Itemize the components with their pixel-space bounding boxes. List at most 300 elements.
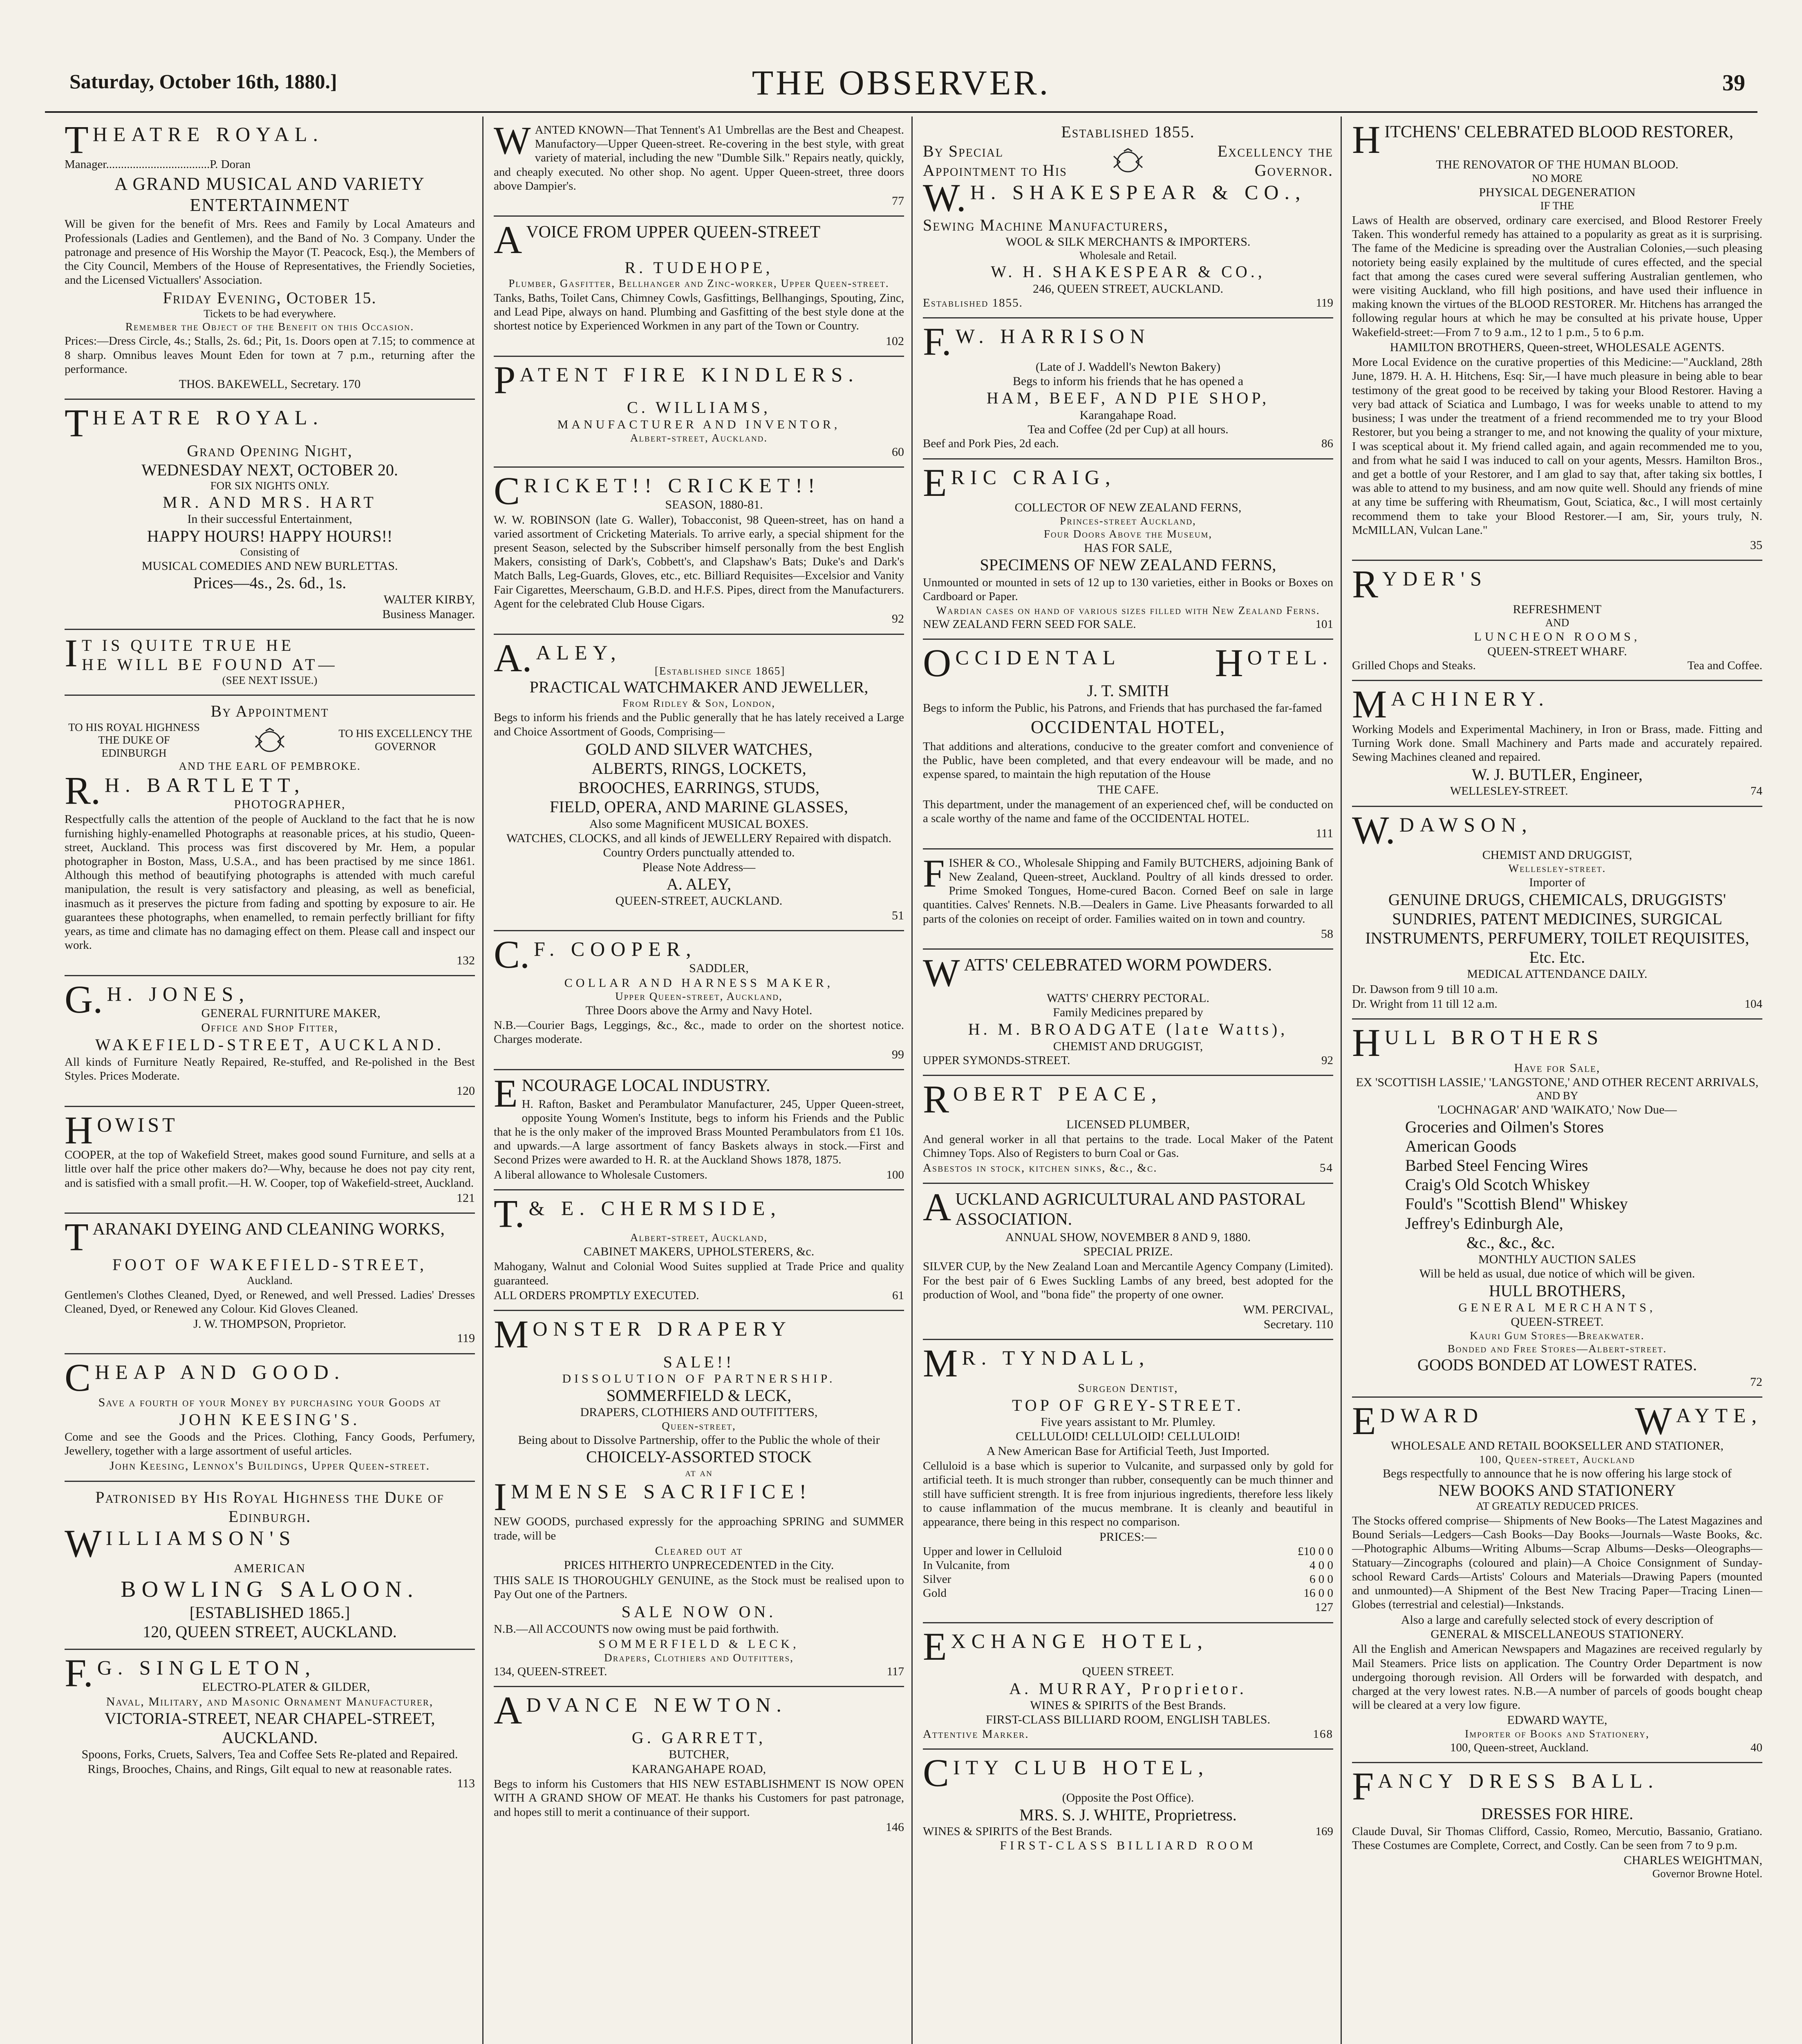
ad-line: ANNUAL SHOW, NOVEMBER 8 AND 9, 1880. <box>1005 1230 1251 1244</box>
column-divider <box>911 117 913 2044</box>
ad-line: Tea and Coffee (2d per Cup) at all hours. <box>1027 422 1229 436</box>
list-item: Barbed Steel Fencing Wires <box>1405 1156 1588 1174</box>
drop-cap: E <box>1352 1399 1376 1443</box>
ad-line: MANUFACTURER AND INVENTOR, <box>557 417 841 431</box>
ad-body: Respectfully calls the attention of the people of Auckland to the fact that he is now furnishing highly-enamelled Photographs at reasonable prices, at his studio, Queen-street, Auckland. This process was first discovered by Mr. Hem, a popular photographer in Boston, Mass, U.S.A., and has been practised by me since 1861. Although this method of beautifying photographs is attended with much careful manipulation, the result is very satisfactory and pleasing, as well as beneficial, inasmuch as it preserves the picture from fading and spotting by exposure to air. He guarantees these photographs, when enamelled, to remain perfectly brilliant for fifty years, as time and climate has no damaging effect on them. Please call and inspect our work. <box>65 813 475 952</box>
ad-line: at an <box>685 1466 713 1479</box>
drop-cap: F. <box>65 1651 93 1695</box>
ad-fancy-dress-ball <box>1352 1763 1762 1888</box>
goods-list <box>1352 1117 1762 1252</box>
ad-line: HAS FOR SALE, <box>1084 541 1172 555</box>
ad-title: H. BARTLETT, <box>105 773 305 796</box>
ad-line: AND <box>1545 616 1569 629</box>
ad-title: DWARD <box>1380 1403 1484 1427</box>
ad-body: Mahogany, Walnut and Colonial Wood Suites supplied at Trade Price and quality guaranteed. <box>494 1260 904 1287</box>
drop-cap: M <box>923 1341 958 1385</box>
ad-line: GENUINE DRUGS, CHEMICALS, DRUGGISTS' SUNDRIES, PATENT MEDICINES, SURGICAL INSTRUMENTS, PERFUMERY, TOILET REQUISITES, Etc. Etc. <box>1365 890 1749 967</box>
ad-body: And general worker in all that pertains to the trade. Local Maker of the Patent Chimney Tops. Also of Registers to burn Coal or Gas. <box>923 1132 1333 1160</box>
ad-tennent-umbrellas <box>494 117 904 217</box>
ad-line: CHEMIST AND DRUGGIST, <box>1482 848 1632 862</box>
drop-cap: H <box>1352 118 1381 161</box>
ad-line: 246, QUEEN STREET, AUCKLAND. <box>1032 282 1224 296</box>
ad-chermside <box>494 1190 904 1311</box>
list-item: American Goods <box>1405 1136 1517 1155</box>
ad-number: 61 <box>892 1289 904 1302</box>
ad-line: BOWLING SALOON. <box>121 1576 419 1602</box>
ad-line: R. TUDEHOPE, <box>625 258 773 277</box>
ad-body: Begs to inform the Public, his Patrons, and Friends that has purchased the far-famed <box>923 701 1322 715</box>
ad-body: Come and see the Goods and the Prices. Clothing, Fancy Goods, Perfumery, Jewellery, together with a large assortment of useful articles. <box>65 1430 475 1457</box>
drop-cap: C <box>923 1750 949 1795</box>
drop-cap: A <box>494 1688 522 1732</box>
ad-line: MR. AND MRS. HART <box>163 493 377 512</box>
drop-cap: H <box>1215 641 1243 685</box>
ad-line: Established 1855. <box>1061 123 1195 141</box>
drop-cap: T <box>65 401 89 445</box>
ad-line: Five years assistant to Mr. Plumley. <box>1041 1415 1216 1429</box>
ad-line: GOODS BONDED AT LOWEST RATES. <box>1417 1356 1697 1374</box>
ad-line: ALBERTS, RINGS, LOCKETS, <box>591 759 806 778</box>
ad-line: Naval, Military, and Masonic Ornament Manufacturer, <box>106 1694 434 1708</box>
drop-cap: R <box>1352 562 1379 606</box>
ad-line: (Late of J. Waddell's Newton Bakery) <box>1035 360 1221 374</box>
ad-title: HEAP AND GOOD. <box>95 1360 345 1383</box>
ad-number: 121 <box>457 1191 475 1205</box>
ad-fisher-butchers <box>923 849 1333 950</box>
ad-line: G. GARRETT, <box>631 1728 766 1747</box>
price-label: Silver <box>923 1572 951 1586</box>
ad-line: HAM, BEEF, AND PIE SHOP, <box>986 389 1270 408</box>
ad-heading: A GRAND MUSICAL AND VARIETY ENTERTAINMENT <box>114 173 425 215</box>
column-4 <box>1345 117 1770 2044</box>
ad-line: ELECTRO-PLATER & GILDER, <box>202 1680 370 1694</box>
ad-line: Country Orders punctually attended to. <box>603 846 795 860</box>
price-row <box>923 1586 1333 1600</box>
ad-line: Wholesale and Retail. <box>1079 249 1177 262</box>
ad-line: COLLAR AND HARNESS MAKER, <box>564 976 834 990</box>
ad-title: G. SINGLETON, <box>97 1656 316 1679</box>
ad-harrison-pie-shop <box>923 318 1333 459</box>
ad-line: Grilled Chops and Steaks. <box>1352 659 1476 672</box>
ad-line: QUEEN-STREET, AUCKLAND. <box>615 894 783 908</box>
ad-number: 35 <box>1750 538 1762 552</box>
ad-line: QUEEN-STREET WHARF. <box>1487 644 1627 658</box>
ad-number: 86 <box>1321 437 1333 450</box>
ad-line: Will be held as usual, due notice of which will be given. <box>1419 1267 1695 1281</box>
ad-ryders-refreshment <box>1352 561 1762 681</box>
drop-cap: T. <box>494 1191 525 1235</box>
price-value: 6 0 0 <box>1310 1572 1333 1586</box>
royal-crest-icon <box>247 728 292 753</box>
ad-line: REFRESHMENT <box>1513 602 1602 616</box>
ad-line: A liberal allowance to Wholesale Customers. <box>494 1168 707 1181</box>
ad-body: Begs to inform his Customers that HIS NEW ESTABLISHMENT IS NOW OPEN WITH A GRAND SHOW OF MEAT. He thanks his Customers for past patronage, and hopes still to merit a continuance of their support. <box>494 1777 904 1819</box>
ad-body: W. W. ROBINSON (late G. Waller), Tobacconist, 98 Queen-street, has on hand a varied assortment of Cricketing Materials. To arrive early, a special shipment for the present Season, selected by the Subscriber himself personally from the best English Makers, consisting of Dark's, Cobbett's, and Clapshaw's Bats; Duke's and Dark's Match Balls, Leg-Guards, Gloves, etc., etc. Billiard Requisites—Excelsior and Vanity Fair Cigarettes, Meerschaum, G.B.D. and H.F.S. Pipes, direct from the Manufacturers. Agent for the celebrated Club House Cigars. <box>494 513 904 610</box>
ad-title: & E. CHERMSIDE, <box>528 1196 781 1219</box>
ad-number: 72 <box>1750 1375 1762 1389</box>
ad-line: LUNCHEON ROOMS, <box>1474 630 1641 644</box>
ad-number: 111 <box>1316 827 1333 840</box>
ad-body: N.B.—All ACCOUNTS now owing must be paid forthwith. <box>494 1623 779 1636</box>
ad-body: Tanks, Baths, Toilet Cans, Chimney Cowls, Gasfittings, Bellhangings, Spouting, Zinc, and Lead Pipe, always on hand. Plumbing and Gasfitting of the best style done at the shortest notice by Experienced Workmen in any part of the Town or Country. <box>494 291 904 333</box>
drop-cap: H <box>65 1108 93 1152</box>
drop-cap: H <box>1352 1021 1381 1065</box>
ad-title: UCKLAND AGRICULTURAL AND PASTORAL ASSOCIATION. <box>955 1190 1305 1229</box>
price-value: 16 0 0 <box>1303 1587 1333 1600</box>
ad-line: Three Doors above the Army and Navy Hotel. <box>585 1003 813 1017</box>
ad-signature: 100, Queen-street, Auckland. <box>1450 1741 1589 1754</box>
ad-line: DISSOLUTION OF PARTNERSHIP. <box>562 1372 836 1385</box>
ad-line: SALE NOW ON. <box>621 1602 777 1621</box>
ad-title: R. TYNDALL, <box>962 1346 1150 1369</box>
ad-number: 100 <box>886 1168 904 1181</box>
ad-line: WEDNESDAY NEXT, OCTOBER 20. <box>141 461 398 480</box>
masthead <box>45 16 1757 110</box>
ad-line: BUTCHER, <box>669 1748 729 1762</box>
ad-line: HULL BROTHERS, <box>1489 1281 1626 1300</box>
column-divider <box>1341 117 1342 2044</box>
ad-line: MUSICAL COMEDIES AND NEW BURLETTAS. <box>141 559 398 573</box>
drop-cap: G. <box>65 977 103 1021</box>
ad-line: AMERICAN <box>233 1562 306 1576</box>
ad-title: YDER'S <box>1382 567 1487 590</box>
ad-number: 119 <box>1316 296 1333 309</box>
ad-signature: WALTER KIRBY, <box>383 593 475 607</box>
masthead-rule <box>45 111 1757 113</box>
drop-cap: R. <box>65 768 101 812</box>
ad-title: MMENSE SACRIFICE! <box>510 1479 812 1503</box>
column-2 <box>486 117 911 2044</box>
ad-williamson-bowling <box>65 1482 475 1650</box>
ad-line: Consisting of <box>240 545 300 558</box>
ad-line: In their successful Entertainment, <box>187 512 352 526</box>
ad-line: Tea and Coffee. <box>1687 659 1762 672</box>
ad-line: J. T. SMITH <box>1087 681 1169 700</box>
ad-body: THIS SALE IS THOROUGHLY GENUINE, as the Stock must be realised upon to Pay Out one of the Partners. <box>494 1573 904 1601</box>
ad-line: Bonded and Free Stores—Albert-street. <box>1447 1342 1667 1355</box>
ad-line: Cleared out at <box>655 1544 743 1558</box>
ad-line: By Special Appointment to His <box>923 142 1067 180</box>
ad-line: Rings, Brooches, Chains, and Rings, Gilt equal to new at reasonable rates. <box>87 1762 452 1776</box>
ad-number: 127 <box>1315 1600 1333 1614</box>
ad-line: Beef and Pork Pies, 2d each. <box>923 437 1059 450</box>
ad-line: GOLD AND SILVER WATCHES, <box>585 740 813 758</box>
ad-line: Family Medicines prepared by <box>1053 1005 1203 1019</box>
drop-cap: F. <box>923 320 951 364</box>
drop-cap: E <box>923 460 947 504</box>
ad-signature: J. W. THOMPSON, Proprietor. <box>193 1317 346 1331</box>
ad-aley-watchmaker <box>494 635 904 932</box>
drop-cap: A. <box>494 636 532 680</box>
ad-line: PRICES HITHERTO UNPRECEDENTED in the City. <box>564 1558 834 1572</box>
ad-number: 77 <box>892 194 904 208</box>
ad-howist-cooper <box>65 1107 475 1214</box>
price-value: £10 0 0 <box>1298 1544 1333 1558</box>
drop-cap: W <box>1635 1399 1672 1443</box>
ad-line: GENERAL FURNITURE MAKER, <box>201 1006 381 1020</box>
ad-line: OCCIDENTAL HOTEL, <box>1030 717 1226 737</box>
ad-edward-wayte <box>1352 1398 1762 1763</box>
drop-cap: M <box>494 1312 529 1356</box>
ad-number: 99 <box>892 1047 904 1061</box>
ad-line: Also some Magnificent MUSICAL BOXES. <box>589 817 809 831</box>
ad-line: CABINET MAKERS, UPHOLSTERERS, &c. <box>583 1245 815 1259</box>
ad-title: RIC CRAIG, <box>951 465 1116 489</box>
ad-singleton <box>65 1650 475 1798</box>
ad-signature: John Keesing, Lennox's Buildings, Upper Queen-street. <box>109 1459 430 1473</box>
ad-line: Wardian cases on hand of various sizes filled with New Zealand Ferns. <box>936 604 1320 617</box>
ad-city-club-hotel <box>923 1750 1333 1860</box>
drop-cap: I <box>65 631 78 675</box>
ad-line: AT GREATLY REDUCED PRICES. <box>1476 1500 1639 1513</box>
ad-line: SADDLER, <box>689 961 749 975</box>
issue-date: Saturday, October 16th, 1880.] <box>69 70 337 93</box>
ad-line: Save a fourth of your Money by purchasing your Goods at <box>98 1396 441 1410</box>
ad-line: NEW ZEALAND FERN SEED FOR SALE. <box>923 617 1136 631</box>
ad-line: WHOLESALE AND RETAIL BOOKSELLER AND STATIONER, <box>1390 1439 1724 1453</box>
drop-cap: F <box>1352 1764 1374 1808</box>
ad-body: Laws of Health are observed, ordinary care exercised, and Blood Restorer Freely Taken. This wonderful remedy has attained to a popularity as great as it is surprising. The fame of the Medicine is spreading over the Australian Colonies,—such pleasing notoriety being easily explained by the multitude of cures effected, and the special fact that among the cases cured were several suffering Australian gentlemen, who were visiting Auckland, who fill high positions, and have used their influence in making known the virtues of the BLOOD RESTORER. Mr. Hitchens has arranged the following regular hours at which he may be consulted at his private house, Upper Wakefield-street:—From 7 to 9 a.m., 12 to 1 p.m., 5 to 6 p.m. <box>1352 213 1762 339</box>
ad-line: EX 'SCOTTISH LASSIE,' 'LANGSTONE,' AND OTHER RECENT ARRIVALS, <box>1356 1075 1759 1089</box>
ad-title: XCHANGE HOTEL, <box>951 1629 1208 1652</box>
ad-title: ARANAKI DYEING AND CLEANING WORKS, <box>92 1220 445 1239</box>
price-label: Gold <box>923 1587 947 1600</box>
ad-line: KARANGAHAPE ROAD, <box>631 1762 766 1776</box>
ad-line: Established 1855. <box>923 296 1023 309</box>
column-divider <box>482 117 484 2044</box>
ad-line: DRESSES FOR HIRE. <box>1481 1804 1634 1823</box>
ad-body: ANTED KNOWN—That Tennent's A1 Umbrellas are the Best and Cheapest. Manufactory—Upper Queen-street. Re-covering in the best style, with great variety of material, including the new "Dumble Silk." Repairs neatly, quickly, and cheaply executed. No other shop. No agent. Upper Queen-street, three doors above Dampier's. <box>494 123 904 193</box>
list-item: Craig's Old Scotch Whiskey <box>1405 1175 1590 1194</box>
ad-body: NEW GOODS, purchased expressly for the approaching SPRING and SUMMER trade, will be <box>494 1515 904 1542</box>
drop-cap: C. <box>494 932 530 977</box>
ad-line: Attentive Marker. <box>923 1727 1029 1741</box>
drop-cap: E <box>923 1624 947 1668</box>
ad-line: Four Doors Above the Museum, <box>1043 528 1213 540</box>
ad-line: Albert-street, Auckland, <box>630 1231 768 1244</box>
drop-cap: W <box>923 951 960 995</box>
ad-line: Begs to inform his friends that he has opened a <box>1012 374 1244 388</box>
ad-hull-brothers <box>1352 1020 1762 1398</box>
ad-line: FIELD, OPERA, AND MARINE GLASSES, <box>549 798 848 816</box>
ad-title: H. JONES, <box>107 982 250 1005</box>
ad-signature: SOMMERFIELD & LECK, <box>598 1637 799 1651</box>
ad-body: N.B.—Courier Bags, Leggings, &c., &c., made to order on the shortest notice. Charges moderate. <box>494 1019 904 1046</box>
ad-body: Celluloid is a base which is superior to Vulcanite, and surpassed only by gold for artificial teeth. It is much stronger than rubber, consequently can be much thinner and still have sufficient strength. It is free from injurious ingredients, therefore less likely to cause inflammation of the mucus membrane. It is cleanly and beautiful in appearance, there being in this respect no comparison. <box>923 1459 1333 1529</box>
ad-line: W. J. BUTLER, Engineer, <box>1472 765 1643 784</box>
ad-title: W. HARRISON <box>955 325 1151 348</box>
ad-line: A New American Base for Artificial Teeth, Just Imported. <box>986 1444 1270 1458</box>
ad-signature: WM. PERCIVAL, <box>1243 1303 1333 1317</box>
ad-line: Friday Evening, October 15. <box>163 288 377 307</box>
ad-line: LICENSED PLUMBER, <box>1066 1117 1190 1131</box>
drop-cap: W. <box>1352 808 1395 852</box>
ad-monster-drapery <box>494 1311 904 1687</box>
ad-title: ULL BROTHERS <box>1384 1026 1604 1049</box>
ad-line: TOP OF GREY-STREET. <box>1012 1396 1244 1414</box>
ad-line: PRACTICAL WATCHMAKER AND JEWELLER, <box>529 678 869 697</box>
ad-occidental-hotel <box>923 640 1333 849</box>
ad-line: TO HIS EXCELLENCY THE GOVERNOR <box>338 727 472 753</box>
ad-line: Manager...................................P. Doran <box>65 158 251 171</box>
ad-line: CHEMIST AND DRUGGIST, <box>1053 1039 1203 1053</box>
ad-number: 120 <box>457 1084 475 1098</box>
ad-line: THE CAFE. <box>1097 782 1159 796</box>
ad-line: SEASON, 1880-81. <box>665 498 763 512</box>
ad-cricket <box>494 468 904 634</box>
ad-number: 40 <box>1751 1741 1762 1754</box>
ad-title: VOICE FROM UPPER QUEEN-STREET <box>526 223 821 242</box>
ad-number: 169 <box>1315 1824 1333 1838</box>
ad-agricultural-association <box>923 1184 1333 1340</box>
ad-line: VICTORIA-STREET, NEAR CHAPEL-STREET, AUCKLAND. <box>104 1709 435 1747</box>
ad-signature: Business Manager. <box>382 607 475 621</box>
drop-cap: C <box>65 1355 91 1399</box>
ad-cooper-saddler <box>494 931 904 1070</box>
ad-title: ONSTER DRAPERY <box>533 1317 792 1340</box>
ad-title: AYTE, <box>1676 1403 1762 1427</box>
ad-line: Remember the Object of the Benefit on this Occasion. <box>125 320 414 333</box>
ad-line: ALL ORDERS PROMPTLY EXECUTED. <box>494 1289 699 1302</box>
ad-line: C. WILLIAMS, <box>627 398 771 417</box>
drop-cap: M <box>1352 682 1387 726</box>
ad-title: ANCY DRESS BALL. <box>1378 1769 1659 1792</box>
ad-title: NCOURAGE LOCAL INDUSTRY. <box>522 1076 770 1095</box>
ad-tyndall-dentist <box>923 1340 1333 1623</box>
drop-cap: T <box>65 1215 89 1259</box>
ad-line: Upper Queen-street, Auckland, <box>615 990 783 1002</box>
ad-line: Dr. Wright from 11 till 12 a.m. <box>1352 997 1498 1011</box>
drop-cap: C <box>494 469 520 513</box>
ad-line: AND BY <box>1536 1089 1578 1102</box>
ad-line: SALE!! <box>663 1352 735 1371</box>
ad-line: WAKEFIELD-STREET, AUCKLAND. <box>95 1035 445 1054</box>
ad-line: IF THE <box>1540 199 1574 212</box>
newspaper-title: THE OBSERVER. <box>752 63 1051 102</box>
price-value: 4 0 0 <box>1310 1558 1333 1572</box>
ad-line: Grand Opening Night, <box>187 441 353 460</box>
ad-line: PHYSICAL DEGENERATION <box>1479 185 1636 199</box>
ad-line: Auckland. <box>247 1274 293 1286</box>
ad-peace-plumber <box>923 1076 1333 1183</box>
ad-body: All the English and American Newspapers and Magazines are received regularly by Mail Steamers. Price lists on application. The Country Order Department is now undergoing thorough revision. All Orders will be forwarded with despatch, and charged at the very lowest rates. N.B.—A number of parcels of goods bought cheap will be cleared at a very low figure. <box>1352 1643 1762 1712</box>
ad-line: NEW BOOKS AND STATIONERY <box>1438 1481 1676 1499</box>
price-label: In Vulcanite, from <box>923 1558 1010 1572</box>
column-1 <box>57 117 482 2044</box>
ad-number: 132 <box>457 953 475 967</box>
ad-line: Prices—4s., 2s. 6d., 1s. <box>193 574 347 592</box>
ad-hitchens-blood-restorer <box>1352 117 1762 561</box>
ad-line: 120, QUEEN STREET, AUCKLAND. <box>143 1623 397 1641</box>
ad-line: By Appointment <box>210 702 329 721</box>
ad-title: ATTS' CELEBRATED WORM POWDERS. <box>964 956 1272 975</box>
drop-cap: W <box>494 119 531 162</box>
ad-line: AND THE EARL OF PEMBROKE. <box>179 760 361 773</box>
ad-title: H. SHAKESPEAR & CO., <box>970 180 1306 204</box>
ad-body: More Local Evidence on the curative properties of this Medicine:—"Auckland, 28th June, 1879. H. A. H. Hitchens, Esq: Sir,—I have much pleasure in being able to bear testimony of the great good to be received by taking your Blood Restorer. Having a very bad attack of Sciatica and Lumbago, I was for weeks unable to attend to my business; I was under the treatment of a friend recommended me to try your Blood Restorer, but you being a stranger to me, and not knowing the quality of your mixture, I was sceptical about it. My friend called again, and again recommended me to you, and from what he said I was induced to call on your agents, Messrs. Hamilton Bros., and get a bottle of your Restorer, and I am glad to say that, after taking six bottles, I was able to attend to my business, and am now quite well. Should any friends of mine at any time be suffering with Rheumatism, Gout, Sciatica, &c., I will most certainly recommend them to take your Blood Restorer.—I am, Sir, yours truly, N. McMILLAN, Vulcan Lane." <box>1352 356 1762 537</box>
ad-line: Dr. Dawson from 9 till 10 a.m. <box>1352 982 1498 996</box>
ad-line: H. M. BROADGATE (late Watts), <box>968 1020 1288 1039</box>
ad-title: ATENT FIRE KINDLERS. <box>519 363 859 386</box>
drop-cap: A <box>494 218 522 262</box>
drop-cap: O <box>923 641 951 685</box>
ad-line: Excellency the Governor. <box>1217 142 1333 180</box>
ad-line: MONTHLY AUCTION SALES <box>1478 1252 1636 1266</box>
ad-line: THE RENOVATOR OF THE HUMAN BLOOD. <box>1436 158 1679 172</box>
ad-taranaki-dyeing <box>65 1214 475 1354</box>
ad-line: WINES & SPIRITS of the Best Brands. <box>923 1824 1113 1838</box>
price-row <box>923 1572 1333 1586</box>
ad-number: 104 <box>1744 997 1762 1011</box>
ad-keesing <box>65 1354 475 1482</box>
ad-craig-ferns <box>923 459 1333 640</box>
ad-line: FOR SIX NIGHTS ONLY. <box>210 480 329 492</box>
ad-theatre-royal-hart <box>65 400 475 630</box>
ad-title: CCIDENTAL <box>955 646 1121 669</box>
ad-line: Begs respectfully to announce that he is now offering his large stock of <box>1383 1466 1732 1480</box>
ad-body: Working Models and Experimental Machinery, in Iron or Brass, made. Fitting and Turning Work done. Small Machinery and Parts made and accurately repaired. Sewing Machines cleaned and repaired. <box>1352 722 1762 764</box>
ad-line: Spoons, Forks, Cruets, Salvers, Tea and Coffee Sets Re-plated and Repaired. <box>81 1748 458 1762</box>
ad-number: 113 <box>457 1777 475 1791</box>
ad-line: Karangahape Road. <box>1079 408 1177 422</box>
ad-body: H. Rafton, Basket and Perambulator Manufacturer, 245, Upper Queen-street, opposite Young Women's Institute, begs to inform his Friends and the Public that he is the only maker of the improved Brass Mounted Perambulators from £1 10s. and upwards.—A large assortment of fancy Baskets always in stock.—First and Second Prizes were awarded to H. R. at the Auckland Shows 1878, 1875. <box>494 1097 904 1167</box>
ad-line: DRAPERS, CLOTHIERS AND OUTFITTERS, <box>580 1405 818 1419</box>
ad-number: 110 <box>1315 1317 1333 1331</box>
ad-shakespear <box>923 117 1333 318</box>
ad-body: Prices:—Dress Circle, 4s.; Stalls, 2s. 6d.; Pit, 1s. Doors open at 7.15; to commence at 8 sharp. Omnibus leaves Mount Eden for town at 7 p.m., returning after the performance. <box>65 334 475 376</box>
drop-cap: R <box>923 1077 949 1121</box>
list-item: Jeffrey's Edinburgh Ale, <box>1405 1214 1563 1233</box>
ad-bartlett-photographer <box>65 696 475 976</box>
ad-title: F. COOPER, <box>534 937 697 961</box>
ad-line: Kauri Gum Stores—Breakwater. <box>1470 1329 1645 1342</box>
ad-line: A. ALEY, <box>666 875 732 894</box>
ad-line: FOOT OF WAKEFIELD-STREET, <box>112 1255 427 1274</box>
ad-title: DVANCE NEWTON. <box>526 1693 787 1716</box>
ad-line: Princes-street Auckland, <box>1060 515 1196 527</box>
ad-line: Wellesley-street. <box>1508 862 1606 875</box>
ad-signature: Governor Browne Hotel. <box>1652 1867 1762 1880</box>
ad-line: MEDICAL ATTENDANCE DAILY. <box>1467 967 1648 981</box>
ad-title: ITCHENS' CELEBRATED BLOOD RESTORER, <box>1384 123 1734 141</box>
ad-body: The Stocks offered comprise— Shipments of New Books—The Latest Magazines and Bound Serials—Ledgers—Cash Books—Day Books—Journals—Waste Books, &c.—Photographic Albums—Writing Albums—Scrap Albums—Desks—Oleographs—Statuary—Zincographs (coloured and plain)—A Choice Consignment of Sunday-school Reward Cards—Artists' Colours and Materials—Drawing Papers (mounted and unmounted)—A Shipment of the Best New Tracing Paper—Tracing Linen—Globes (terrestrial and celestial)—Inkstands. <box>1352 1514 1762 1611</box>
ad-line: SOMMERFIELD & LECK, <box>606 1386 792 1405</box>
ad-line: From Ridley & Son, London, <box>622 697 776 709</box>
ad-body: Will be given for the benefit of Mrs. Rees and Family by Local Amateurs and Professionals (Ladies and Gentlemen), and the Band of No. 3 Company. Under the patronage and presence of His Worship the Mayor (T. Peacock, Esq.), the Members of the City Council, Members of the House of Representatives, the Friendly Societies, and the Licensed Victuallers' Association. <box>65 217 475 287</box>
ad-line: Tickets to be had everywhere. <box>204 307 336 320</box>
ad-signature: Secretary. <box>1263 1317 1312 1331</box>
ad-signature: 134, QUEEN-STREET. <box>494 1665 607 1678</box>
price-row <box>923 1544 1333 1558</box>
drop-cap: E <box>494 1071 518 1115</box>
ad-line: Asbestos in stock, kitchen sinks, &c., &c. <box>923 1161 1157 1175</box>
ad-body: SILVER CUP, by the New Zealand Loan and Mercantile Agency Company (Limited). For the best pair of 6 Ewes Suckling Lambs of any breed, best adopted for the production of Wool, and "bona fide" the property of one owner. <box>923 1260 1333 1301</box>
ad-number: 51 <box>892 908 904 922</box>
ad-line: GENERAL & MISCELLANEOUS STATIONERY. <box>1430 1627 1684 1641</box>
ad-title: ITY CLUB HOTEL, <box>953 1755 1209 1779</box>
list-item: &c., &c., &c. <box>1466 1233 1555 1252</box>
ad-tudehope-plumber <box>494 217 904 356</box>
ad-title: ILLIAMSON'S <box>105 1526 296 1549</box>
ad-number: 58 <box>1321 927 1333 941</box>
ad-title: OWIST <box>97 1113 178 1136</box>
ad-exchange-hotel <box>923 1623 1333 1750</box>
ad-theatre-royal-benefit <box>65 117 475 400</box>
ad-line: NO MORE <box>1532 172 1583 184</box>
ad-number: 117 <box>886 1665 904 1678</box>
ad-line: SPECIMENS OF NEW ZEALAND FERNS, <box>980 556 1276 574</box>
ad-line: [Established since 1865] <box>654 664 786 677</box>
